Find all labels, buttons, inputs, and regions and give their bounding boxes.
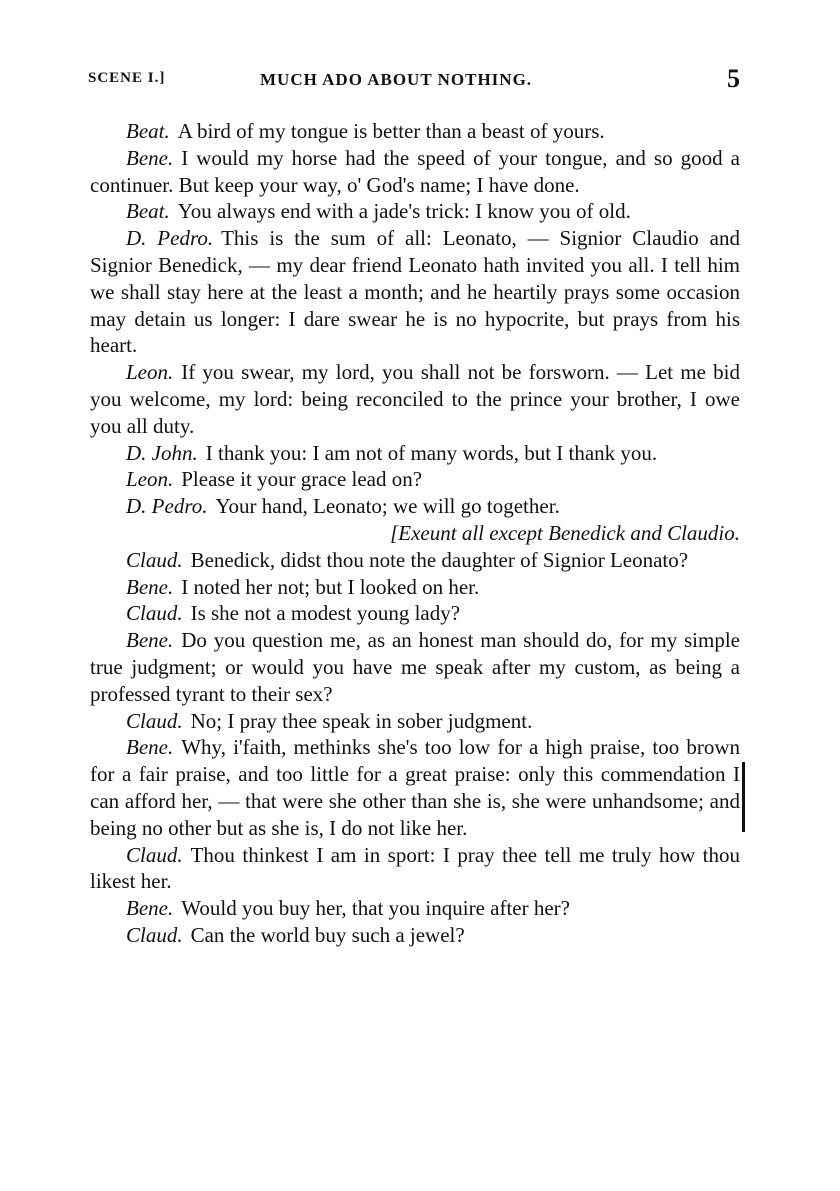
- dialogue-line: [90, 466, 740, 493]
- speaker-name: Claud.: [126, 922, 183, 947]
- speech-text: Benedick, didst thou note the daughter of Signior Leonato?: [190, 547, 689, 572]
- dialogue-line: [90, 145, 740, 199]
- speaker-name: Claud.: [126, 601, 183, 626]
- dialogue-line: [90, 600, 740, 627]
- speaker-name: Bene.: [126, 145, 174, 170]
- margin-bracket-mark: [742, 762, 745, 832]
- speech-text: Your hand, Leonato; we will go together.: [215, 494, 560, 519]
- speech-text: Can the world buy such a jewel?: [190, 922, 465, 947]
- dialogue-line: [90, 574, 740, 601]
- speech-text: I would my horse had the speed of your tongue, and so good a continuer. But keep your way, o' God's name; I have done.: [90, 145, 740, 197]
- dialogue-line: [90, 895, 740, 922]
- speaker-name: Leon.: [126, 467, 174, 492]
- dialogue-line: [90, 734, 740, 841]
- dialogue-line: [90, 440, 740, 467]
- speaker-name: Bene.: [126, 628, 174, 653]
- speech-text: No; I pray thee speak in sober judgment.: [190, 708, 533, 733]
- stage-direction: [Exeunt all except Benedick and Claudio.: [390, 520, 740, 545]
- dialogue-line: [90, 493, 740, 520]
- play-title: MUCH ADO ABOUT NOTHING.: [260, 70, 533, 89]
- speech-text: This is the sum of all: Leonato, — Signior Claudio and Signior Benedick, — my dear friend Leonato hath invited you all. I tell him we shall stay here at the least a month; and he heartily prays some occasion may detain us longer: I dare swear he is no hypocrite, but prays from his heart.: [90, 226, 740, 358]
- dialogue-line: [90, 922, 740, 949]
- speaker-name: D. John.: [126, 440, 198, 465]
- speech-text: A bird of my tongue is better than a beast of yours.: [177, 119, 605, 143]
- running-header: [88, 66, 740, 96]
- speaker-name: Claud.: [126, 842, 183, 867]
- dialogue-line: [90, 359, 740, 439]
- speech-text: I noted her not; but I looked on her.: [181, 574, 480, 599]
- speech-text: Please it your grace lead on?: [181, 467, 423, 492]
- speaker-name: Bene.: [126, 574, 174, 599]
- speaker-name: D. Pedro.: [126, 226, 214, 251]
- dialogue-line: [90, 225, 740, 359]
- speech-text: Would you buy her, that you inquire after her?: [181, 896, 571, 921]
- speaker-name: Bene.: [126, 735, 174, 760]
- speaker-name: D. Pedro.: [126, 494, 208, 519]
- speech-text: If you swear, my lord, you shall not be forsworn. — Let me bid you welcome, my lord: being reconciled to the prince your brother, I owe you all duty.: [90, 360, 740, 438]
- speaker-name: Beat.: [126, 119, 170, 143]
- speech-text: Why, i'faith, methinks she's too low for a high praise, too brown for a fair praise, and too little for a great praise: only this commendation I can afford her, — that were she other than she is, she were unhandsome; and being no other but as she is, I do not like her.: [90, 735, 740, 840]
- speaker-name: Claud.: [126, 547, 183, 572]
- dialogue-line: [90, 627, 740, 707]
- dialogue-line: [90, 198, 740, 225]
- speech-text: Is she not a modest young lady?: [190, 601, 461, 626]
- page-number: 5: [727, 64, 740, 93]
- speaker-name: Leon.: [126, 360, 174, 385]
- scene-label: SCENE I.]: [88, 70, 166, 86]
- dialogue-line: [90, 118, 740, 145]
- dialogue-line: [90, 547, 740, 574]
- speech-text: I thank you: I am not of many words, but I thank you.: [205, 440, 658, 465]
- speaker-name: Beat.: [126, 199, 170, 224]
- dialogue-line: [90, 708, 740, 735]
- speech-text: You always end with a jade's trick: I know you of old.: [177, 199, 631, 224]
- speech-text: Do you question me, as an honest man should do, for my simple true judgment; or would you have me speak after my custom, as being a professed tyrant to their sex?: [90, 628, 740, 706]
- speaker-name: Claud.: [126, 708, 183, 733]
- speaker-name: Bene.: [126, 896, 174, 921]
- speech-text: Thou thinkest I am in sport: I pray thee tell me truly how thou likest her.: [90, 842, 740, 894]
- dialogue-line: [90, 842, 740, 896]
- dialogue-body: [90, 118, 740, 949]
